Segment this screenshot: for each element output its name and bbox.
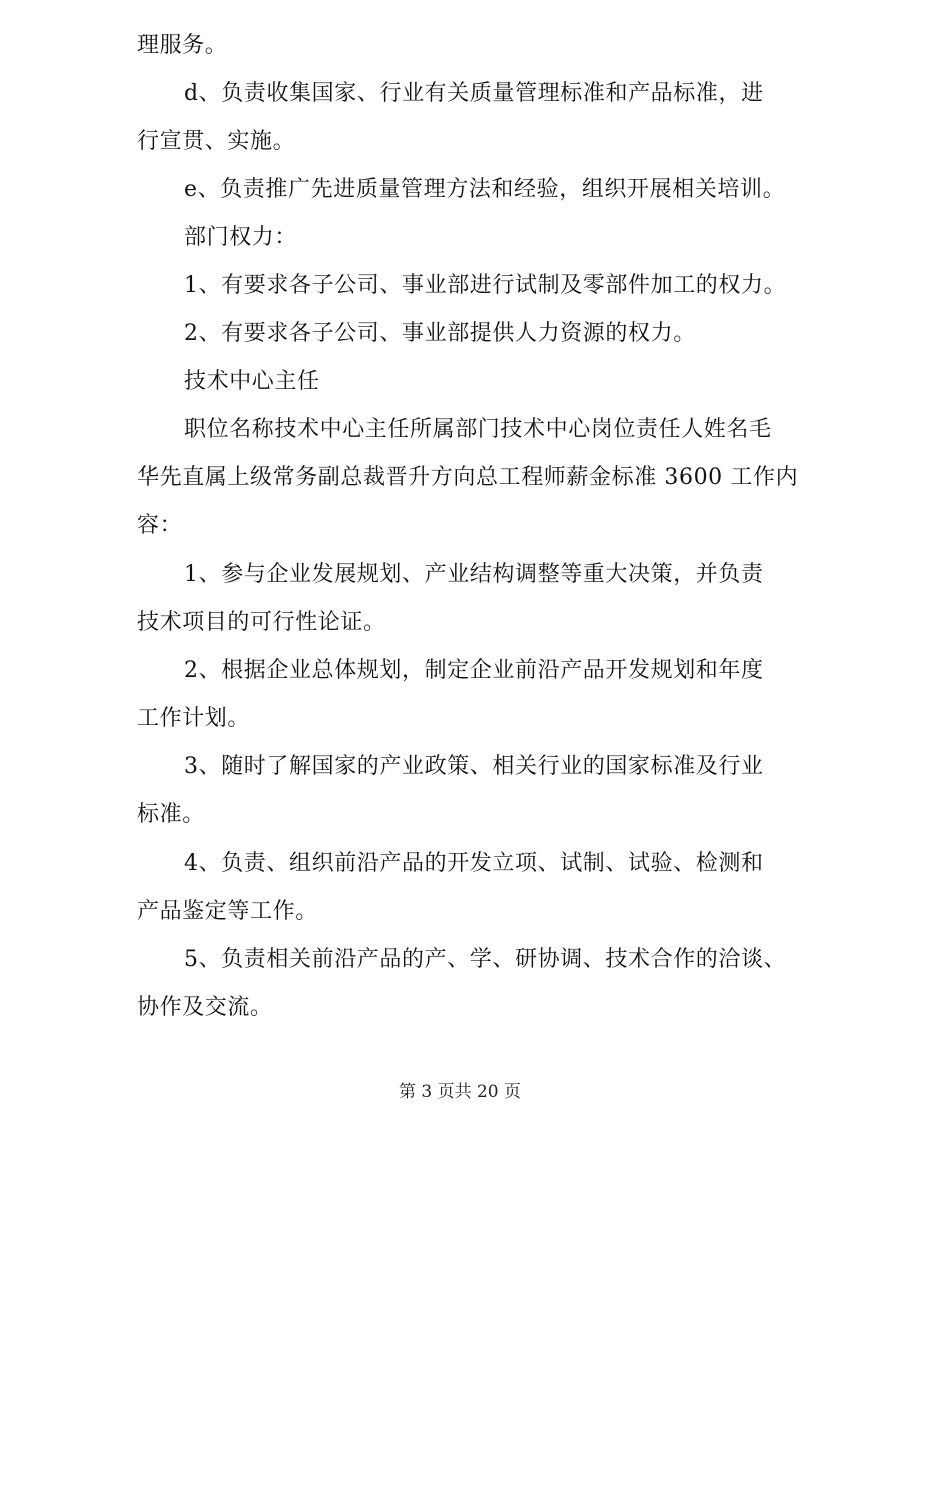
text-line: 产品鉴定等工作。 (137, 899, 318, 924)
text-line: 3、随时了解国家的产业政策、相关行业的国家标准及行业 (184, 754, 764, 779)
text-line: 2、根据企业总体规划，制定企业前沿产品开发规划和年度 (184, 658, 764, 683)
text-line: 工作计划。 (137, 706, 251, 731)
section-heading: 部门权力： (184, 225, 298, 250)
text-line: 1、参与企业发展规划、产业结构调整等重大决策，并负责 (184, 562, 764, 587)
text-line: 理服务。 (137, 33, 228, 58)
text-line: 行宣贯、实施。 (137, 129, 296, 154)
text-line: d、负责收集国家、行业有关质量管理标准和产品标准，进 (184, 81, 764, 106)
text-line: e、负责推广先进质量管理方法和经验，组织开展相关培训。 (184, 177, 786, 202)
page-number-footer: 第 3 页共 20 页 (398, 1082, 522, 1102)
text-line: 职位名称技术中心主任所属部门技术中心岗位责任人姓名毛 (184, 417, 772, 442)
text-line: 技术项目的可行性论证。 (137, 610, 386, 635)
text-line: 容： (137, 513, 183, 538)
text-line: 1、有要求各子公司、事业部进行试制及零部件加工的权力。 (184, 273, 787, 298)
text-line: 4、负责、组织前沿产品的开发立项、试制、试验、检测和 (184, 851, 764, 876)
text-line: 华先直属上级常务副总裁晋升方向总工程师薪金标准 3600 工作内 (137, 465, 799, 490)
text-line: 5、负责相关前沿产品的产、学、研协调、技术合作的洽谈、 (184, 947, 787, 972)
text-line: 协作及交流。 (137, 995, 273, 1020)
section-heading: 技术中心主任 (184, 369, 320, 394)
text-line: 2、有要求各子公司、事业部提供人力资源的权力。 (184, 321, 696, 346)
text-line: 标准。 (137, 802, 205, 827)
